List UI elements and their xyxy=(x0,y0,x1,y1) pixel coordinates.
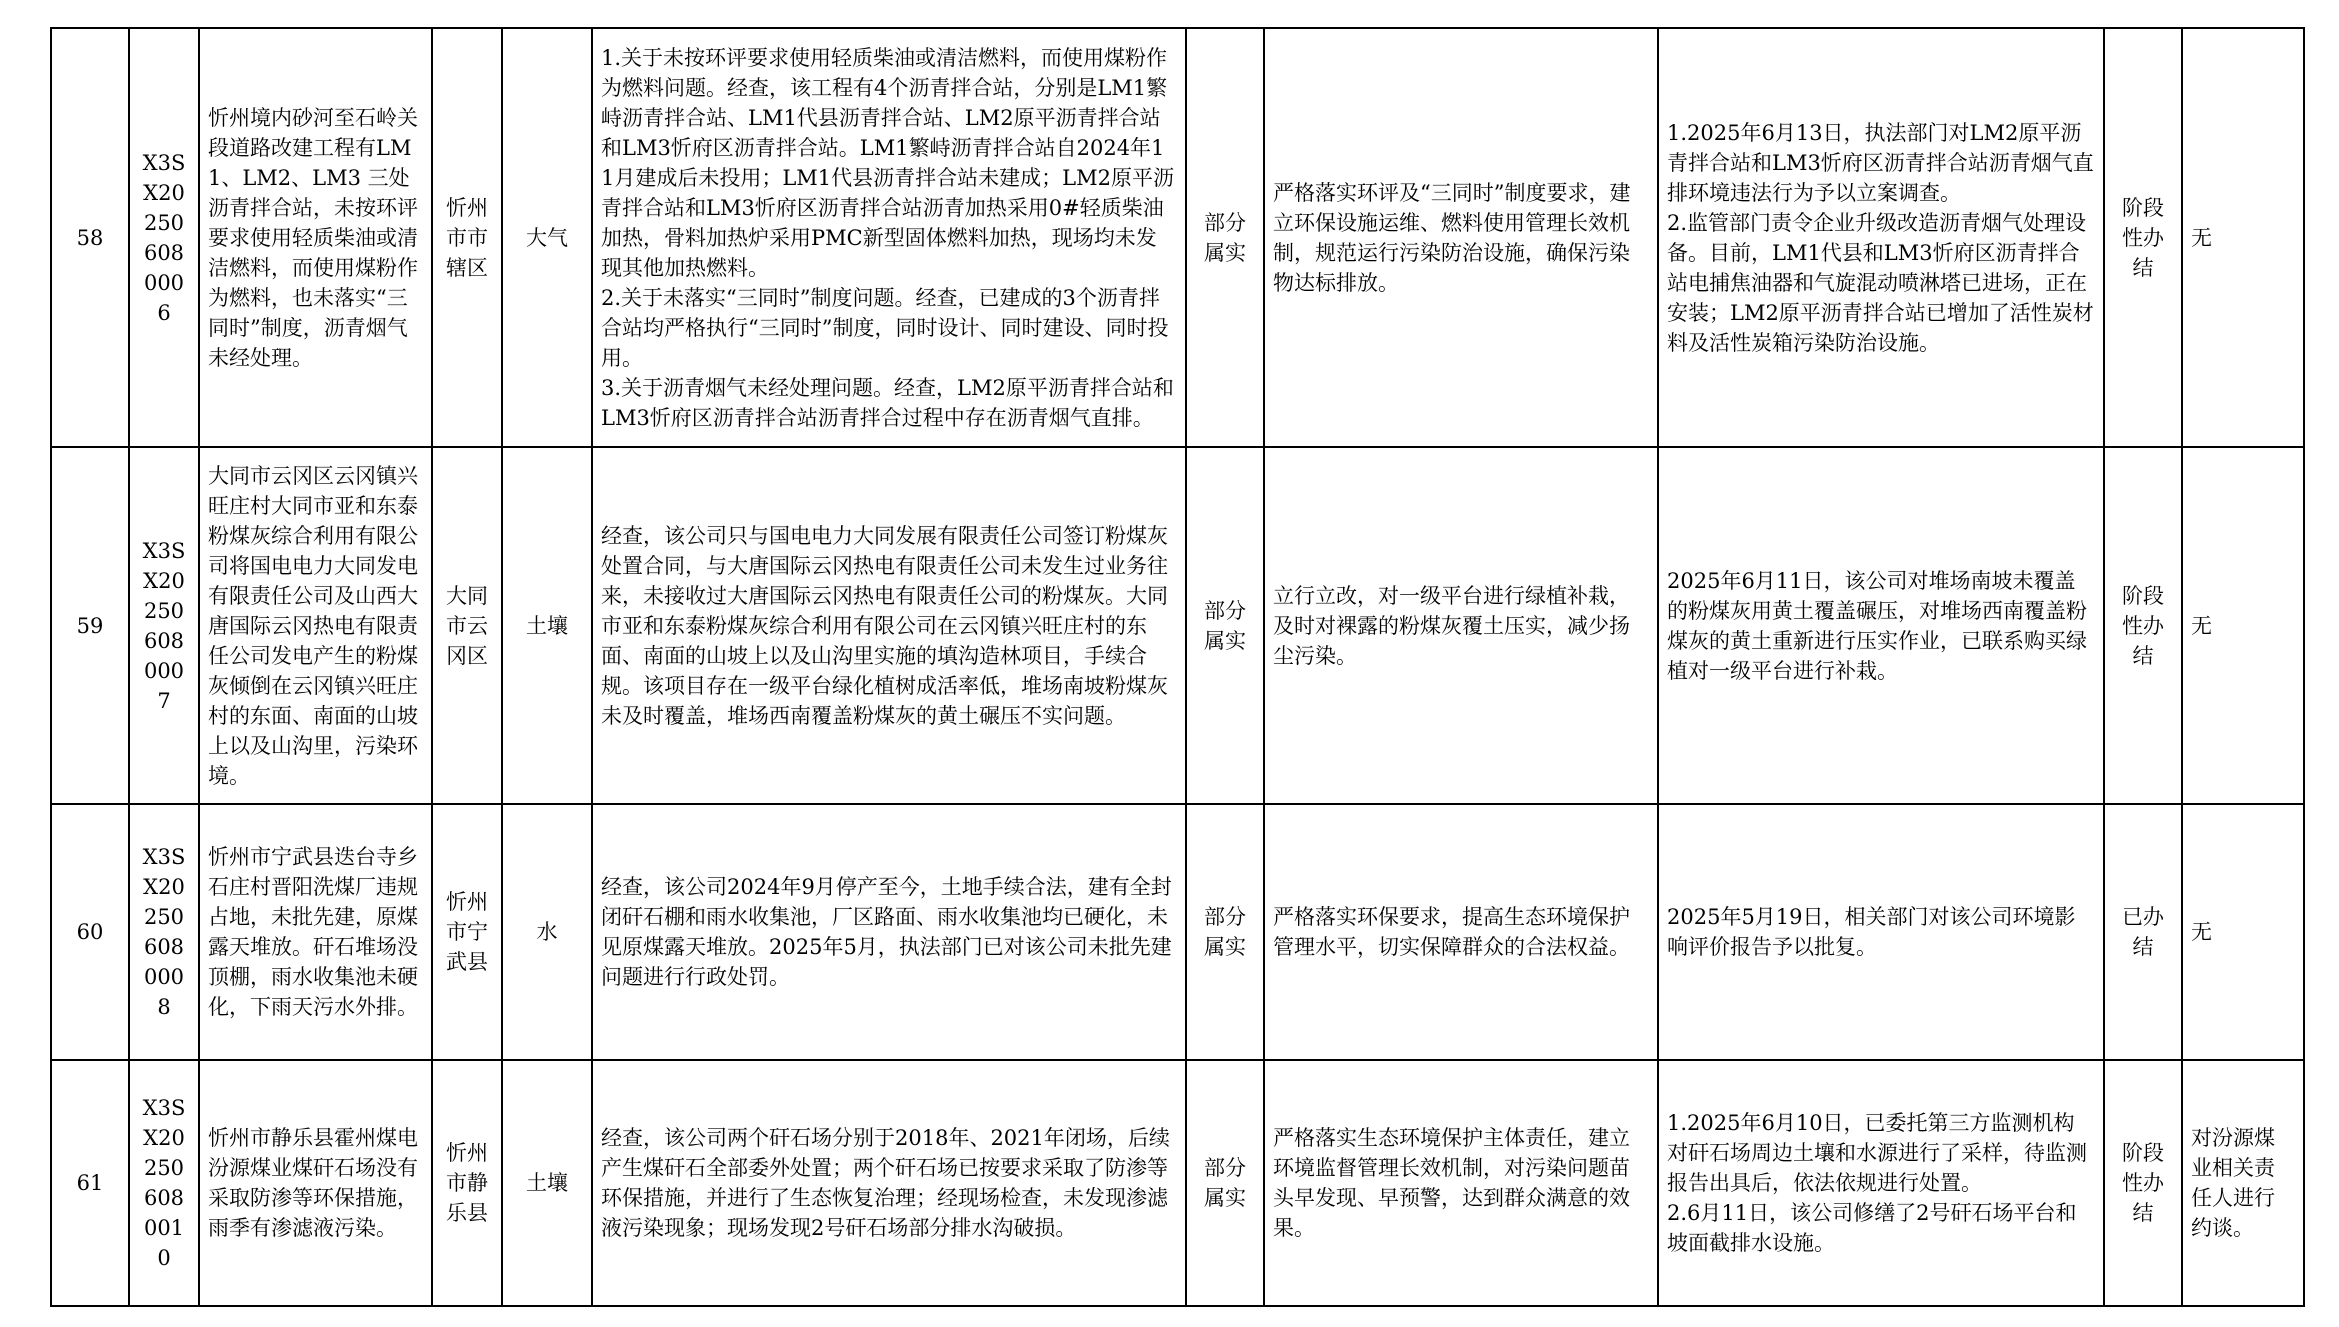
handling-status: 阶段性办结 xyxy=(2104,447,2182,804)
pollution-type: 水 xyxy=(502,804,592,1060)
case-code: X3SX20250608 0010 xyxy=(129,1060,199,1306)
handling-result: 1.2025年6月10日，已委托第三方监测机构对矸石场周边土壤和水源进行了采样，待监测报告出具后，依法依规进行处置。 2.6月11日，该公司修缮了2号矸石场平台和坡面截排水设施。 xyxy=(1658,1060,2104,1306)
row-number: 60 xyxy=(51,804,129,1060)
row-number: 61 xyxy=(51,1060,129,1306)
case-code: X3SX20250608 0007 xyxy=(129,447,199,804)
complaint-table-page xyxy=(50,27,2303,1305)
complaint-description: 忻州市静乐县霍州煤电汾源煤业煤矸石场没有采取防渗等环保措施，雨季有渗滤液污染。 xyxy=(199,1060,432,1306)
table-row xyxy=(51,804,2304,1060)
investigation-finding: 1.关于未按环评要求使用轻质柴油或清洁燃料，而使用煤粉作为燃料问题。经查，该工程有4个沥青拌合站，分别是LM1繁峙沥青拌合站、LM1代县沥青拌合站、LM2原平沥青拌合站和LM3忻府区沥青拌合站。LM1繁峙沥青拌合站自2024年11月建成后未投用；LM1代县沥青拌合站未建成；LM2原平沥青拌合站和LM3忻府区沥青拌合站沥青加热采用0#轻质柴油加热，骨料加热炉采用PMC新型固体燃料加热，现场均未发现其他加热燃料。 2.关于未落实“三同时”制度问题。经查，已建成的3个沥青拌合站均严格执行“三同时”制度，同时设计、同时建设、同时投用。 3.关于沥青烟气未经处理问题。经查，LM2原平沥青拌合站和LM3忻府区沥青拌合站沥青拌合过程中存在沥青烟气直排。 xyxy=(592,28,1186,447)
pollution-type: 大气 xyxy=(502,28,592,447)
verdict: 部分属实 xyxy=(1186,447,1264,804)
complaint-description: 大同市云冈区云冈镇兴旺庄村大同市亚和东泰粉煤灰综合利用有限公司将国电电力大同发电有限责任公司及山西大唐国际云冈热电有限责任公司发电产生的粉煤灰倾倒在云冈镇兴旺庄村的东面、南面的山坡上以及山沟里，污染环境。 xyxy=(199,447,432,804)
administrative-area: 忻州市静乐县 xyxy=(432,1060,502,1306)
accountability: 无 xyxy=(2182,447,2304,804)
accountability: 无 xyxy=(2182,804,2304,1060)
case-code: X3SX20250608 0006 xyxy=(129,28,199,447)
investigation-finding: 经查，该公司两个矸石场分别于2018年、2021年闭场，后续产生煤矸石全部委外处置；两个矸石场已按要求采取了防渗等环保措施，并进行了生态恢复治理；经现场检查，未发现渗滤液污染现象；现场发现2号矸石场部分排水沟破损。 xyxy=(592,1060,1186,1306)
complaint-description: 忻州境内砂河至石岭关段道路改建工程有LM1、LM2、LM3 三处沥青拌合站，未按环评要求使用轻质柴油或清洁燃料，而使用煤粉作为燃料，也未落实“三同时”制度，沥青烟气未经处理。 xyxy=(199,28,432,447)
handling-status: 阶段性办结 xyxy=(2104,1060,2182,1306)
row-number: 58 xyxy=(51,28,129,447)
rectification-demand: 严格落实环保要求，提高生态环境保护管理水平，切实保障群众的合法权益。 xyxy=(1264,804,1658,1060)
handling-result: 1.2025年6月13日，执法部门对LM2原平沥青拌合站和LM3忻府区沥青拌合站沥青烟气直排环境违法行为予以立案调查。 2.监管部门责令企业升级改造沥青烟气处理设备。目前，LM1代县和LM3忻府区沥青拌合站电捕焦油器和气旋混动喷淋塔已进场，正在安装；LM2原平沥青拌合站已增加了活性炭材料及活性炭箱污染防治设施。 xyxy=(1658,28,2104,447)
handling-status: 阶段性办结 xyxy=(2104,28,2182,447)
administrative-area: 忻州市宁武县 xyxy=(432,804,502,1060)
rectification-demand: 严格落实环评及“三同时”制度要求，建立环保设施运维、燃料使用管理长效机制，规范运行污染防治设施，确保污染物达标排放。 xyxy=(1264,28,1658,447)
verdict: 部分属实 xyxy=(1186,1060,1264,1306)
table-row xyxy=(51,28,2304,447)
rectification-demand: 立行立改，对一级平台进行绿植补栽，及时对裸露的粉煤灰覆土压实，减少扬尘污染。 xyxy=(1264,447,1658,804)
row-number: 59 xyxy=(51,447,129,804)
verdict: 部分属实 xyxy=(1186,28,1264,447)
complaint-table xyxy=(50,27,2305,1307)
administrative-area: 大同市云冈区 xyxy=(432,447,502,804)
investigation-finding: 经查，该公司只与国电电力大同发展有限责任公司签订粉煤灰处置合同，与大唐国际云冈热电有限责任公司未发生过业务往来，未接收过大唐国际云冈热电有限责任公司的粉煤灰。大同市亚和东泰粉煤灰综合利用有限公司在云冈镇兴旺庄村的东面、南面的山坡上以及山沟里实施的填沟造林项目，手续合规。该项目存在一级平台绿化植树成活率低，堆场南坡粉煤灰未及时覆盖，堆场西南覆盖粉煤灰的黄土碾压不实问题。 xyxy=(592,447,1186,804)
accountability: 对汾源煤业相关责任人进行约谈。 xyxy=(2182,1060,2304,1306)
complaint-description: 忻州市宁武县迭台寺乡石庄村晋阳洗煤厂违规占地，未批先建，原煤露天堆放。矸石堆场没顶棚，雨水收集池未硬化，下雨天污水外排。 xyxy=(199,804,432,1060)
verdict: 部分属实 xyxy=(1186,804,1264,1060)
pollution-type: 土壤 xyxy=(502,447,592,804)
handling-result: 2025年6月11日，该公司对堆场南坡未覆盖的粉煤灰用黄土覆盖碾压，对堆场西南覆盖粉煤灰的黄土重新进行压实作业，已联系购买绿植对一级平台进行补栽。 xyxy=(1658,447,2104,804)
pollution-type: 土壤 xyxy=(502,1060,592,1306)
administrative-area: 忻州市市辖区 xyxy=(432,28,502,447)
case-code: X3SX20250608 0008 xyxy=(129,804,199,1060)
accountability: 无 xyxy=(2182,28,2304,447)
investigation-finding: 经查，该公司2024年9月停产至今，土地手续合法，建有全封闭矸石棚和雨水收集池，厂区路面、雨水收集池均已硬化，未见原煤露天堆放。2025年5月，执法部门已对该公司未批先建问题进行行政处罚。 xyxy=(592,804,1186,1060)
table-row xyxy=(51,1060,2304,1306)
handling-result: 2025年5月19日，相关部门对该公司环境影响评价报告予以批复。 xyxy=(1658,804,2104,1060)
table-row xyxy=(51,447,2304,804)
rectification-demand: 严格落实生态环境保护主体责任，建立环境监督管理长效机制，对污染问题苗头早发现、早预警，达到群众满意的效果。 xyxy=(1264,1060,1658,1306)
handling-status: 已办结 xyxy=(2104,804,2182,1060)
